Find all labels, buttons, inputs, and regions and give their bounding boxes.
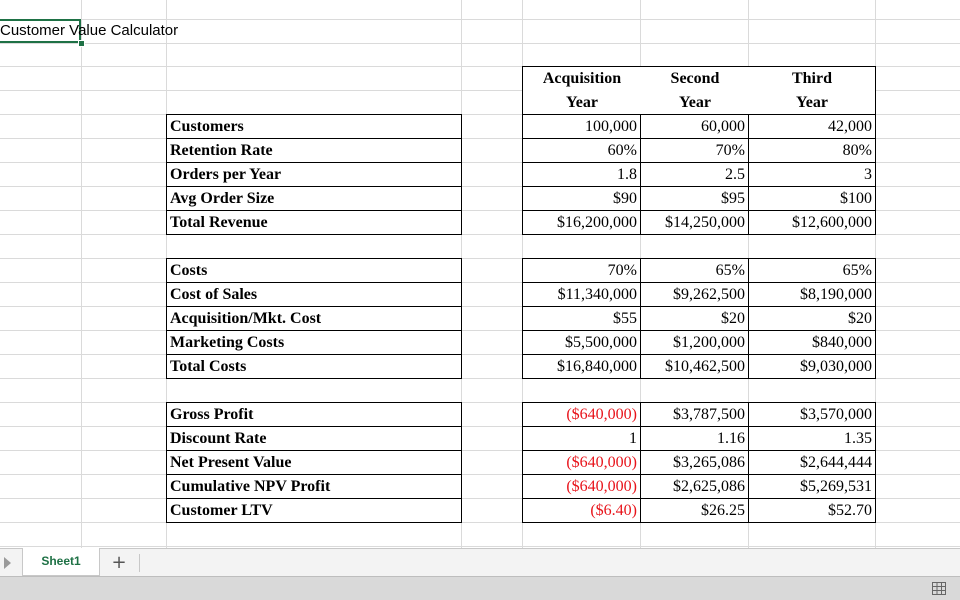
- value-cell[interactable]: $20: [641, 306, 749, 331]
- value-cell[interactable]: $90: [522, 186, 641, 211]
- value-cell[interactable]: $1,200,000: [641, 330, 749, 355]
- value-cell[interactable]: $11,340,000: [522, 282, 641, 307]
- value-cell[interactable]: 42,000: [749, 114, 876, 139]
- row-label[interactable]: Cumulative NPV Profit: [166, 474, 462, 499]
- sheet-tab-bar: [0, 548, 960, 576]
- value-cell[interactable]: $2,644,444: [749, 450, 876, 475]
- grid-line: [81, 0, 82, 548]
- row-label[interactable]: Net Present Value: [166, 450, 462, 475]
- row-label[interactable]: Cost of Sales: [166, 282, 462, 307]
- value-cell[interactable]: 65%: [749, 258, 876, 283]
- fill-handle[interactable]: [78, 40, 85, 47]
- row-label[interactable]: Gross Profit: [166, 402, 462, 427]
- value-cell[interactable]: 100,000: [522, 114, 641, 139]
- header-acquisition-year-line2[interactable]: Year: [522, 91, 641, 114]
- row-label[interactable]: Orders per Year: [166, 162, 462, 187]
- value-cell[interactable]: $16,840,000: [522, 354, 641, 379]
- value-cell[interactable]: $3,787,500: [641, 402, 749, 427]
- value-cell[interactable]: $3,265,086: [641, 450, 749, 475]
- value-cell[interactable]: $8,190,000: [749, 282, 876, 307]
- value-cell[interactable]: 1.35: [749, 426, 876, 451]
- header-acquisition-year-line1[interactable]: Acquisition: [522, 66, 641, 91]
- value-cell[interactable]: $10,462,500: [641, 354, 749, 379]
- value-cell[interactable]: 3: [749, 162, 876, 187]
- value-cell[interactable]: $9,030,000: [749, 354, 876, 379]
- header-second-year-line2[interactable]: Year: [641, 91, 749, 114]
- value-cell-negative[interactable]: ($640,000): [522, 450, 641, 475]
- value-cell[interactable]: $55: [522, 306, 641, 331]
- grid-view-icon[interactable]: [932, 582, 946, 595]
- value-cell[interactable]: $95: [641, 186, 749, 211]
- value-cell[interactable]: 80%: [749, 138, 876, 163]
- value-cell[interactable]: 60,000: [641, 114, 749, 139]
- row-label[interactable]: Total Costs: [166, 354, 462, 379]
- row-label[interactable]: Avg Order Size: [166, 186, 462, 211]
- value-cell[interactable]: $2,625,086: [641, 474, 749, 499]
- row-label[interactable]: Retention Rate: [166, 138, 462, 163]
- value-cell[interactable]: $52.70: [749, 498, 876, 523]
- grid-line: [0, 546, 960, 547]
- tab-sheet1[interactable]: Sheet1: [22, 548, 100, 576]
- value-cell[interactable]: 65%: [641, 258, 749, 283]
- header-third-year-line1[interactable]: Third: [749, 66, 876, 91]
- value-cell[interactable]: 60%: [522, 138, 641, 163]
- value-cell[interactable]: $840,000: [749, 330, 876, 355]
- grid-line: [0, 43, 960, 44]
- row-label[interactable]: Total Revenue: [166, 210, 462, 235]
- value-cell[interactable]: $3,570,000: [749, 402, 876, 427]
- value-cell-negative[interactable]: ($640,000): [522, 474, 641, 499]
- sheet-title[interactable]: Customer Value Calculator: [0, 22, 179, 39]
- row-label[interactable]: Customer LTV: [166, 498, 462, 523]
- value-cell[interactable]: $5,500,000: [522, 330, 641, 355]
- add-sheet-button[interactable]: +: [111, 552, 127, 573]
- value-cell[interactable]: $14,250,000: [641, 210, 749, 235]
- row-label[interactable]: Customers: [166, 114, 462, 139]
- value-cell[interactable]: $20: [749, 306, 876, 331]
- value-cell[interactable]: $5,269,531: [749, 474, 876, 499]
- value-cell[interactable]: 70%: [522, 258, 641, 283]
- value-cell[interactable]: $100: [749, 186, 876, 211]
- value-cell[interactable]: $26.25: [641, 498, 749, 523]
- value-cell-negative[interactable]: ($6.40): [522, 498, 641, 523]
- value-cell[interactable]: $9,262,500: [641, 282, 749, 307]
- row-label[interactable]: Marketing Costs: [166, 330, 462, 355]
- header-third-year-line2[interactable]: Year: [749, 91, 876, 114]
- row-label[interactable]: Costs: [166, 258, 462, 283]
- scroll-tabs-left-icon[interactable]: [4, 557, 11, 569]
- value-cell[interactable]: 2.5: [641, 162, 749, 187]
- value-cell[interactable]: 1.8: [522, 162, 641, 187]
- value-cell-negative[interactable]: ($640,000): [522, 402, 641, 427]
- row-label[interactable]: Discount Rate: [166, 426, 462, 451]
- tab-divider: [139, 554, 140, 572]
- row-label[interactable]: Acquisition/Mkt. Cost: [166, 306, 462, 331]
- value-cell[interactable]: 1.16: [641, 426, 749, 451]
- header-second-year-line1[interactable]: Second: [641, 66, 749, 91]
- status-bar: [0, 576, 960, 600]
- value-cell[interactable]: $16,200,000: [522, 210, 641, 235]
- value-cell[interactable]: $12,600,000: [749, 210, 876, 235]
- value-cell[interactable]: 70%: [641, 138, 749, 163]
- value-cell[interactable]: 1: [522, 426, 641, 451]
